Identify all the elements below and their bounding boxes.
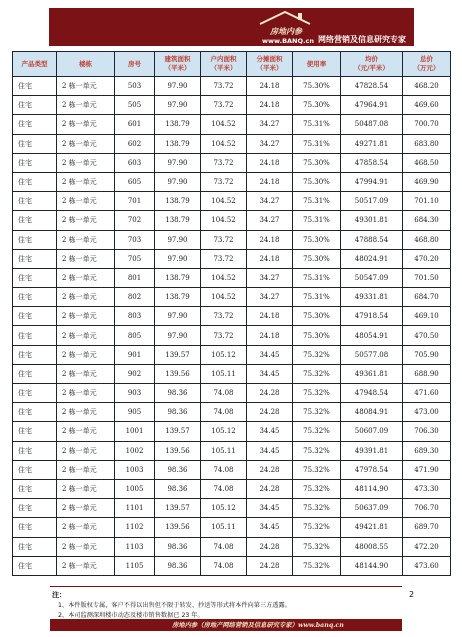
table-cell: 605 xyxy=(115,172,155,191)
table-cell: 2 栋一单元 xyxy=(57,422,115,441)
table-row xyxy=(13,384,451,403)
table-cell: 1101 xyxy=(115,499,155,518)
table-cell: 74.08 xyxy=(201,403,247,422)
table-cell: 47964.91 xyxy=(341,96,403,115)
table-cell: 34.27 xyxy=(247,192,293,211)
table-cell: 75.32% xyxy=(293,556,341,575)
brand-logo-text: 房地内参 xyxy=(270,26,302,36)
table-cell: 2 栋一单元 xyxy=(57,326,115,345)
table-row xyxy=(13,403,451,422)
table-cell: 802 xyxy=(115,288,155,307)
table-cell: 2 栋一单元 xyxy=(57,518,115,537)
table-cell: 97.90 xyxy=(155,172,201,191)
table-cell: 73.72 xyxy=(201,326,247,345)
table-cell: 1001 xyxy=(115,422,155,441)
table-cell: 473.60 xyxy=(403,556,451,575)
table-row xyxy=(13,153,451,172)
table-row xyxy=(13,479,451,498)
table-cell: 住宅 xyxy=(13,230,57,249)
table-cell: 2 栋一单元 xyxy=(57,345,115,364)
column-header: 建筑面积 （平米） xyxy=(155,52,201,77)
table-cell: 104.52 xyxy=(201,288,247,307)
table-cell: 105.11 xyxy=(201,518,247,537)
column-header: 楼栋 xyxy=(57,52,115,77)
table-cell: 34.45 xyxy=(247,422,293,441)
table-cell: 2 栋一单元 xyxy=(57,192,115,211)
table-cell: 703 xyxy=(115,230,155,249)
table-cell: 73.72 xyxy=(201,307,247,326)
table-cell: 75.31% xyxy=(293,211,341,230)
table-cell: 24.18 xyxy=(247,77,293,96)
table-cell: 471.90 xyxy=(403,460,451,479)
table-cell: 24.18 xyxy=(247,172,293,191)
table-cell: 139.57 xyxy=(155,345,201,364)
table-cell: 98.36 xyxy=(155,384,201,403)
table-cell: 住宅 xyxy=(13,499,57,518)
table-cell: 701 xyxy=(115,192,155,211)
table-cell: 住宅 xyxy=(13,403,57,422)
table-cell: 901 xyxy=(115,345,155,364)
table-cell: 34.27 xyxy=(247,211,293,230)
table-cell: 2 栋一单元 xyxy=(57,153,115,172)
column-header: 产品类型 xyxy=(13,52,57,77)
table-cell: 48008.55 xyxy=(341,537,403,556)
price-table xyxy=(12,51,451,576)
table-cell: 住宅 xyxy=(13,153,57,172)
table-cell: 98.36 xyxy=(155,537,201,556)
table-cell: 住宅 xyxy=(13,556,57,575)
table-cell: 139.57 xyxy=(155,499,201,518)
column-header: 均价 （元/平米） xyxy=(341,52,403,77)
table-cell: 49301.81 xyxy=(341,211,403,230)
table-cell: 75.30% xyxy=(293,153,341,172)
table-cell: 50487.08 xyxy=(341,115,403,134)
table-cell: 75.30% xyxy=(293,172,341,191)
table-cell: 34.45 xyxy=(247,345,293,364)
table-row xyxy=(13,364,451,383)
table-cell: 97.90 xyxy=(155,326,201,345)
table-cell: 75.31% xyxy=(293,268,341,287)
table-cell: 2 栋一单元 xyxy=(57,115,115,134)
table-cell: 48114.90 xyxy=(341,479,403,498)
table-cell: 98.36 xyxy=(155,460,201,479)
table-cell: 138.79 xyxy=(155,192,201,211)
table-cell: 75.31% xyxy=(293,192,341,211)
table-cell: 139.56 xyxy=(155,518,201,537)
table-cell: 2 栋一单元 xyxy=(57,230,115,249)
table-cell: 689.70 xyxy=(403,518,451,537)
table-cell: 684.30 xyxy=(403,211,451,230)
table-row xyxy=(13,518,451,537)
table-cell: 49421.81 xyxy=(341,518,403,537)
table-cell: 470.20 xyxy=(403,249,451,268)
table-cell: 24.28 xyxy=(247,556,293,575)
table-cell: 138.79 xyxy=(155,115,201,134)
table-cell: 34.27 xyxy=(247,115,293,134)
table-cell: 2 栋一单元 xyxy=(57,537,115,556)
table-cell: 805 xyxy=(115,326,155,345)
table-cell: 801 xyxy=(115,268,155,287)
table-cell: 2 栋一单元 xyxy=(57,134,115,153)
table-cell: 50517.09 xyxy=(341,192,403,211)
table-cell: 住宅 xyxy=(13,364,57,383)
table-cell: 74.08 xyxy=(201,460,247,479)
table-row xyxy=(13,499,451,518)
table-cell: 48144.90 xyxy=(341,556,403,575)
table-row xyxy=(13,556,451,575)
table-cell: 469.60 xyxy=(403,96,451,115)
table-cell: 74.08 xyxy=(201,384,247,403)
table-cell: 34.27 xyxy=(247,288,293,307)
table-cell: 471.60 xyxy=(403,384,451,403)
table-cell: 住宅 xyxy=(13,288,57,307)
table-cell: 903 xyxy=(115,384,155,403)
table-cell: 75.31% xyxy=(293,115,341,134)
table-cell: 75.30% xyxy=(293,307,341,326)
table-cell: 701.10 xyxy=(403,192,451,211)
table-cell: 803 xyxy=(115,307,155,326)
table-cell: 75.30% xyxy=(293,77,341,96)
notes-title: 注： xyxy=(52,591,66,599)
table-cell: 104.52 xyxy=(201,115,247,134)
table-cell: 75.32% xyxy=(293,518,341,537)
note-line-2: 2、本司监测深圳楼市动态及楼市销售数据已 23 年。 xyxy=(58,612,204,619)
table-cell: 住宅 xyxy=(13,211,57,230)
table-cell: 1002 xyxy=(115,441,155,460)
table-cell: 住宅 xyxy=(13,345,57,364)
table-cell: 1003 xyxy=(115,460,155,479)
table-cell: 73.72 xyxy=(201,249,247,268)
table-cell: 2 栋一单元 xyxy=(57,479,115,498)
table-cell: 1102 xyxy=(115,518,155,537)
column-header: 户内面积 （平米） xyxy=(201,52,247,77)
table-cell: 住宅 xyxy=(13,249,57,268)
table-cell: 700.70 xyxy=(403,115,451,134)
table-cell: 住宅 xyxy=(13,172,57,191)
table-cell: 75.32% xyxy=(293,422,341,441)
table-row xyxy=(13,96,451,115)
table-cell: 住宅 xyxy=(13,307,57,326)
table-cell: 2 栋一单元 xyxy=(57,288,115,307)
table-cell: 75.32% xyxy=(293,345,341,364)
table-cell: 住宅 xyxy=(13,115,57,134)
table-cell: 75.32% xyxy=(293,479,341,498)
table-cell: 34.45 xyxy=(247,518,293,537)
table-cell: 24.18 xyxy=(247,249,293,268)
table-cell: 97.90 xyxy=(155,96,201,115)
table-cell: 706.30 xyxy=(403,422,451,441)
table-cell: 50637.09 xyxy=(341,499,403,518)
table-cell: 98.36 xyxy=(155,403,201,422)
table-row xyxy=(13,192,451,211)
table-cell: 97.90 xyxy=(155,249,201,268)
table-cell: 2 栋一单元 xyxy=(57,172,115,191)
table-cell: 75.31% xyxy=(293,134,341,153)
table-row xyxy=(13,288,451,307)
table-cell: 75.30% xyxy=(293,249,341,268)
table-cell: 75.30% xyxy=(293,96,341,115)
table-cell: 住宅 xyxy=(13,96,57,115)
table-cell: 34.45 xyxy=(247,499,293,518)
table-cell: 住宅 xyxy=(13,326,57,345)
table-cell: 住宅 xyxy=(13,537,57,556)
table-cell: 住宅 xyxy=(13,192,57,211)
table-cell: 49361.81 xyxy=(341,364,403,383)
table-header-row xyxy=(13,52,451,77)
table-cell: 505 xyxy=(115,96,155,115)
table-cell: 701.50 xyxy=(403,268,451,287)
table-cell: 24.18 xyxy=(247,307,293,326)
table-cell: 75.32% xyxy=(293,384,341,403)
table-cell: 705 xyxy=(115,249,155,268)
column-header: 分摊面积 （平米） xyxy=(247,52,293,77)
table-cell: 601 xyxy=(115,115,155,134)
table-cell: 104.52 xyxy=(201,211,247,230)
table-cell: 97.90 xyxy=(155,230,201,249)
table-cell: 97.90 xyxy=(155,153,201,172)
table-cell: 75.30% xyxy=(293,326,341,345)
table-row xyxy=(13,326,451,345)
table-cell: 2 栋一单元 xyxy=(57,268,115,287)
table-cell: 105.11 xyxy=(201,364,247,383)
table-cell: 47994.91 xyxy=(341,172,403,191)
table-cell: 34.45 xyxy=(247,364,293,383)
table-cell: 105.12 xyxy=(201,345,247,364)
table-cell: 1005 xyxy=(115,479,155,498)
table-cell: 2 栋一单元 xyxy=(57,307,115,326)
table-cell: 47858.54 xyxy=(341,153,403,172)
table-cell: 2 栋一单元 xyxy=(57,384,115,403)
table-cell: 住宅 xyxy=(13,134,57,153)
table-cell: 47918.54 xyxy=(341,307,403,326)
table-cell: 702 xyxy=(115,211,155,230)
table-row xyxy=(13,441,451,460)
table-cell: 104.52 xyxy=(201,134,247,153)
table-cell: 75.31% xyxy=(293,288,341,307)
table-row xyxy=(13,460,451,479)
table-cell: 24.28 xyxy=(247,460,293,479)
table-cell: 50547.09 xyxy=(341,268,403,287)
table-cell: 住宅 xyxy=(13,460,57,479)
table-row xyxy=(13,115,451,134)
brand-title: 网络营销及信息研究专家 xyxy=(318,35,406,44)
table-cell: 138.79 xyxy=(155,211,201,230)
column-header: 使用率 xyxy=(293,52,341,77)
table-cell: 1103 xyxy=(115,537,155,556)
table-cell: 139.56 xyxy=(155,364,201,383)
table-cell: 48054.91 xyxy=(341,326,403,345)
table-cell: 706.70 xyxy=(403,499,451,518)
page-number: 2 xyxy=(409,590,415,599)
table-cell: 603 xyxy=(115,153,155,172)
table-cell: 2 栋一单元 xyxy=(57,460,115,479)
table-cell: 住宅 xyxy=(13,479,57,498)
table-cell: 688.90 xyxy=(403,364,451,383)
table-cell: 73.72 xyxy=(201,77,247,96)
table-cell: 住宅 xyxy=(13,441,57,460)
table-cell: 24.18 xyxy=(247,230,293,249)
table-cell: 73.72 xyxy=(201,230,247,249)
table-cell: 2 栋一单元 xyxy=(57,249,115,268)
table-cell: 472.20 xyxy=(403,537,451,556)
table-cell: 469.10 xyxy=(403,307,451,326)
table-cell: 98.36 xyxy=(155,556,201,575)
table-cell: 34.27 xyxy=(247,134,293,153)
table-row xyxy=(13,211,451,230)
table-cell: 住宅 xyxy=(13,422,57,441)
table-cell: 98.36 xyxy=(155,479,201,498)
table-row xyxy=(13,345,451,364)
table-row xyxy=(13,422,451,441)
table-cell: 2 栋一单元 xyxy=(57,211,115,230)
table-cell: 74.08 xyxy=(201,479,247,498)
table-cell: 468.20 xyxy=(403,77,451,96)
table-cell: 105.12 xyxy=(201,499,247,518)
table-row xyxy=(13,268,451,287)
table-cell: 48084.91 xyxy=(341,403,403,422)
table-cell: 2 栋一单元 xyxy=(57,499,115,518)
table-cell: 49271.81 xyxy=(341,134,403,153)
footer-divider xyxy=(50,586,402,587)
table-cell: 24.28 xyxy=(247,479,293,498)
table-cell: 住宅 xyxy=(13,384,57,403)
table-body xyxy=(13,77,451,576)
table-cell: 50607.09 xyxy=(341,422,403,441)
table-row xyxy=(13,172,451,191)
note-line-1: 1、本件版权专属，客户不得以出售但不限于转发、抄送等形式将本件向第三方透露。 xyxy=(58,602,291,609)
table-cell: 683.80 xyxy=(403,134,451,153)
table-cell: 689.30 xyxy=(403,441,451,460)
table-cell: 73.72 xyxy=(201,96,247,115)
table-cell: 104.52 xyxy=(201,192,247,211)
table-cell: 34.45 xyxy=(247,441,293,460)
table-row xyxy=(13,537,451,556)
table-cell: 97.90 xyxy=(155,307,201,326)
table-cell: 105.11 xyxy=(201,441,247,460)
table-cell: 75.32% xyxy=(293,441,341,460)
column-header: 房号 xyxy=(115,52,155,77)
table-cell: 34.27 xyxy=(247,268,293,287)
table-cell: 138.79 xyxy=(155,134,201,153)
table-cell: 902 xyxy=(115,364,155,383)
table-cell: 2 栋一单元 xyxy=(57,77,115,96)
footer-text: 房地内参（房地产网络营销及信息研究专家）www.banq.cn xyxy=(172,622,344,629)
table-cell: 74.08 xyxy=(201,537,247,556)
table-cell: 503 xyxy=(115,77,155,96)
table-cell: 473.00 xyxy=(403,403,451,422)
table-cell: 48024.91 xyxy=(341,249,403,268)
table-cell: 47978.54 xyxy=(341,460,403,479)
table-cell: 24.18 xyxy=(247,326,293,345)
table-cell: 住宅 xyxy=(13,518,57,537)
table-cell: 75.32% xyxy=(293,364,341,383)
table-cell: 470.50 xyxy=(403,326,451,345)
table-cell: 75.32% xyxy=(293,460,341,479)
table-cell: 73.72 xyxy=(201,172,247,191)
table-cell: 47888.54 xyxy=(341,230,403,249)
table-cell: 104.52 xyxy=(201,268,247,287)
table-cell: 105.12 xyxy=(201,422,247,441)
table-cell: 138.79 xyxy=(155,288,201,307)
table-cell: 2 栋一单元 xyxy=(57,403,115,422)
table-cell: 469.90 xyxy=(403,172,451,191)
table-row xyxy=(13,249,451,268)
table-cell: 49331.81 xyxy=(341,288,403,307)
table-cell: 24.18 xyxy=(247,153,293,172)
table-cell: 139.57 xyxy=(155,422,201,441)
table-cell: 468.80 xyxy=(403,230,451,249)
table-cell: 50577.08 xyxy=(341,345,403,364)
table-cell: 75.32% xyxy=(293,537,341,556)
table-cell: 49391.81 xyxy=(341,441,403,460)
table-cell: 24.28 xyxy=(247,384,293,403)
table-cell: 2 栋一单元 xyxy=(57,441,115,460)
table-cell: 468.50 xyxy=(403,153,451,172)
table-cell: 2 栋一单元 xyxy=(57,96,115,115)
table-cell: 75.32% xyxy=(293,403,341,422)
table-cell: 住宅 xyxy=(13,268,57,287)
table-cell: 75.32% xyxy=(293,499,341,518)
table-cell: 24.28 xyxy=(247,537,293,556)
table-cell: 24.18 xyxy=(247,96,293,115)
column-header: 总价 （万元） xyxy=(403,52,451,77)
table-cell: 2 栋一单元 xyxy=(57,556,115,575)
table-cell: 73.72 xyxy=(201,153,247,172)
table-cell: 47948.54 xyxy=(341,384,403,403)
table-cell: 75.30% xyxy=(293,230,341,249)
table-row xyxy=(13,307,451,326)
brand-url: www.BANQ.cn xyxy=(262,37,314,45)
table-cell: 602 xyxy=(115,134,155,153)
table-row xyxy=(13,230,451,249)
table-cell: 74.08 xyxy=(201,556,247,575)
table-cell: 1105 xyxy=(115,556,155,575)
table-row xyxy=(13,77,451,96)
table-cell: 47828.54 xyxy=(341,77,403,96)
table-cell: 24.28 xyxy=(247,403,293,422)
table-cell: 97.90 xyxy=(155,77,201,96)
table-cell: 684.70 xyxy=(403,288,451,307)
table-cell: 473.30 xyxy=(403,479,451,498)
table-cell: 住宅 xyxy=(13,77,57,96)
table-cell: 905 xyxy=(115,403,155,422)
table-cell: 139.56 xyxy=(155,441,201,460)
table-row xyxy=(13,134,451,153)
table-cell: 138.79 xyxy=(155,268,201,287)
table-cell: 705.90 xyxy=(403,345,451,364)
table-cell: 2 栋一单元 xyxy=(57,364,115,383)
